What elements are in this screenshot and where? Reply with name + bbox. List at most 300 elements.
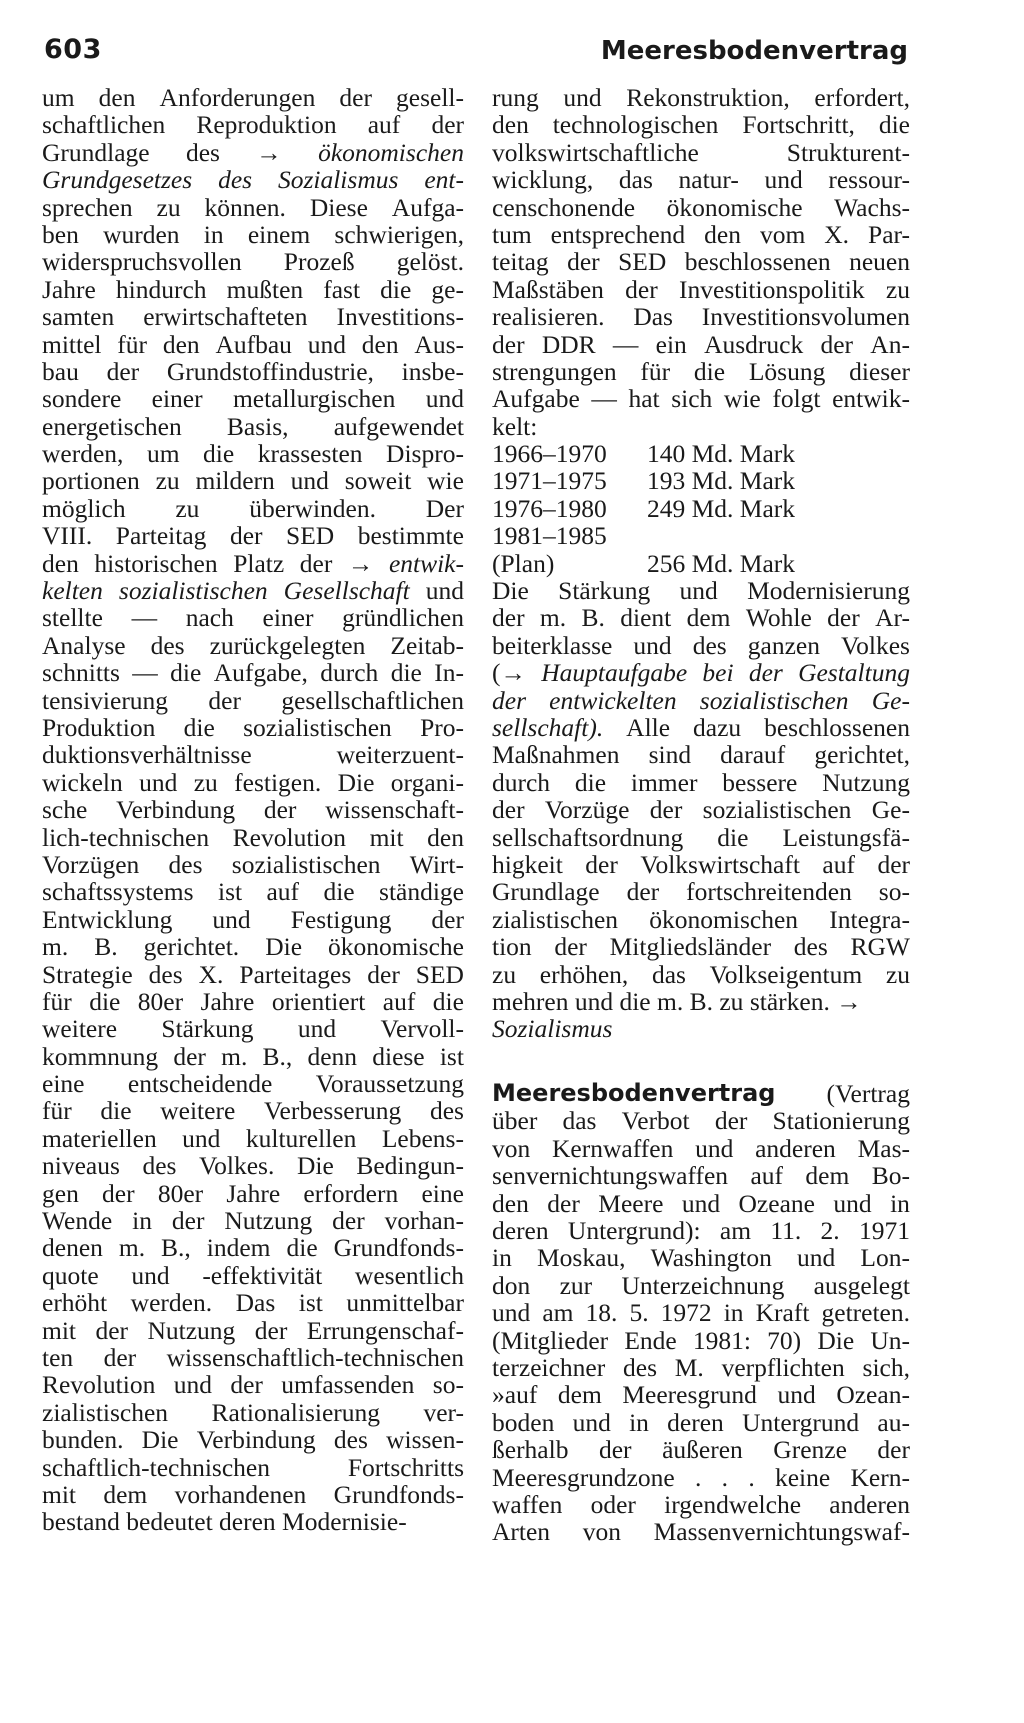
right-column-top-text [492,84,910,440]
text-line [492,1381,910,1408]
word: der [339,83,372,112]
text-line [42,577,464,604]
word: Revolution [42,1370,156,1400]
word: die [380,274,412,304]
text-line [492,1272,910,1299]
word: ist [217,877,243,907]
word: weitere [160,1096,236,1126]
word: Nutzung [822,767,910,797]
word: Aufga- [391,192,464,222]
word: Untergrund): [567,1216,701,1246]
word: B., [262,1041,293,1071]
word: Ge- [871,685,910,715]
word: tum [492,219,532,249]
word: und [764,165,803,195]
word: des [150,630,185,660]
word: anderen [755,1133,836,1163]
word: Verbot [621,1106,690,1136]
word: Sozialismus [277,165,399,195]
word: mußten [226,274,304,304]
word: vorhan- [384,1206,464,1236]
word: Leistungsfä- [782,822,910,852]
text-line [42,550,464,577]
investment-row [492,440,910,467]
text-line [492,1244,910,1271]
word: sche [42,795,88,825]
word: erfordern [303,1178,399,1208]
word: und [173,1370,212,1400]
word: möglich [42,493,126,523]
text-line [492,1015,910,1042]
word: Alle [626,712,671,742]
text-line [42,988,464,1015]
word: der [106,356,140,386]
word: umfassenden [281,1370,415,1400]
word: Kernwaffen [552,1133,674,1163]
word: auf [266,877,300,907]
word: zu [885,959,910,989]
word: X. [198,959,224,989]
word: → [836,986,862,1016]
word: Gestaltung [798,658,910,688]
word: Ozean- [836,1380,910,1410]
word: Arten [492,1517,551,1547]
word: das [562,1106,597,1136]
word: erhöht [42,1288,108,1318]
word: um [146,439,180,469]
word: Fortschritt, [742,110,855,140]
word: Grundlage [492,877,600,907]
word: Un- [870,1325,910,1355]
word: Grundstoffindustrie, [166,356,374,386]
word: der [492,685,526,715]
word: stellte [42,603,103,633]
word: Die [817,1325,855,1355]
word: Washington [650,1243,772,1273]
word: der [649,795,683,825]
word: 2. [820,1216,840,1246]
word: überwinden. [249,493,376,523]
word: folgt [772,384,821,414]
word: waffen [492,1489,563,1519]
word: entsprechend [550,219,686,249]
text-line [492,139,910,166]
word: die [183,712,215,742]
word: bestand [42,1507,120,1537]
word: Maßnahmen [492,740,620,770]
entry-gap [492,1043,910,1070]
text-line [492,1354,910,1381]
word: Massenvernichtungswaf- [653,1517,910,1547]
word: dem [686,603,731,633]
text-line [492,741,910,768]
text-line [492,632,910,659]
word: 1971 [858,1216,910,1246]
entry-keyword: Meeresbodenvertrag [492,1079,776,1108]
word: RGW [850,932,910,962]
word: schaftlich-technischen [42,1452,270,1482]
word: Der [425,493,464,523]
word: teitag [492,247,549,277]
word: Volkes. [199,1151,275,1181]
word: dem [557,1380,602,1410]
word: sozialistischen [118,576,268,606]
text-line [492,1107,910,1134]
word: ausgelegt [813,1270,910,1300]
text-line [42,303,464,330]
word: Aus- [414,329,464,359]
word: der [208,685,241,715]
text-line [42,440,464,467]
word: von [582,1517,621,1547]
word: m. [118,1233,146,1263]
word: Meere [598,1188,664,1218]
word: verpflichten [721,1352,845,1382]
text-line [42,467,464,494]
word: die [100,1096,132,1126]
text-line [42,659,464,686]
text-line [492,194,910,221]
word: — [132,658,158,688]
word: die [619,986,651,1016]
word: (→ [492,658,526,688]
text-line [492,303,910,330]
word: des [623,1352,657,1382]
text-line [492,331,910,358]
investment-period: 1981–1985 [492,521,607,551]
text-line [42,166,464,193]
word: Investitionsvolumen [701,302,910,332]
word: weiterzuent- [336,740,464,770]
word: so- [878,877,910,907]
word: → [256,137,282,167]
word: kelt: [492,411,538,441]
word: den [492,1188,529,1218]
word: bau [42,356,79,386]
word: deren [492,1216,549,1246]
word: kulturellen [245,1123,357,1153]
word: einem [247,219,311,249]
word: schaftssystems [42,877,194,907]
word: ist [439,1041,464,1071]
word: entscheidende [127,1069,273,1099]
word: m. [42,932,69,962]
word: gesellschaftlichen [281,685,464,715]
text-line [492,385,910,412]
word: den [427,822,464,852]
word: Wirt- [409,849,464,879]
text-line [42,796,464,823]
word: gelöst. [396,247,464,277]
text-line [42,1371,464,1398]
investment-period: 1971–1975 [492,466,607,496]
word: Die [492,576,529,606]
word: immer [630,767,698,797]
word: der [95,1315,129,1345]
word: 11. [770,1216,802,1246]
word: des [148,959,183,989]
text-line [42,1262,464,1289]
word: in [132,1206,152,1236]
word: Parteitag [115,521,207,551]
word: der [332,1206,365,1236]
word: deren [219,1507,276,1537]
word: wissenschaft- [325,795,464,825]
word: Die [296,1151,334,1181]
word: der [547,1188,580,1218]
word: das [651,959,686,989]
word: Investitions- [336,302,464,332]
word: für [42,986,72,1016]
word: censchonende [492,192,636,222]
word: der [254,1315,288,1345]
word: die [717,822,749,852]
word: Gesellschaft [283,576,410,606]
word: dieser [849,356,910,386]
text-line [42,1399,464,1426]
word: darauf [720,740,786,770]
word: entwik- [832,384,910,414]
word: und [307,329,346,359]
text-line [492,1464,910,1491]
text-line [42,1152,464,1179]
text-line [492,714,910,741]
word: Jahre [42,274,96,304]
word: fast [323,274,361,304]
word: deren [667,1407,724,1437]
word: Reproduktion [196,110,337,140]
word: die [390,658,422,688]
word: don [492,1270,531,1300]
text-line [492,824,910,851]
word: ökonomische [328,932,464,962]
word: Anforderungen [159,83,316,112]
word: natur- [678,165,739,195]
word: der [299,548,333,578]
text-line [492,604,910,631]
word: werden. [130,1288,213,1318]
word: mit [42,1315,77,1345]
text-line [42,248,464,275]
investment-row [492,495,910,522]
word: und [681,1188,721,1218]
word: sellschaftsordnung [492,822,684,852]
word: krassesten [257,439,363,469]
entry-meeresbodenvertrag [492,1080,910,1546]
word: Mas- [857,1133,910,1163]
entry-first-line [492,1080,910,1107]
word: der [827,603,860,633]
investment-period: (Plan) [492,548,555,578]
word: der [626,877,660,907]
text-line [492,166,910,193]
word: Jahre [200,986,255,1016]
word: sozialistischen [231,849,381,879]
word: 1981: [692,1325,751,1355]
text-line [42,687,464,714]
word: festigen. [234,767,322,797]
word: Ozeane [738,1188,815,1218]
word: Integra- [829,904,910,934]
word: um [42,83,75,112]
word: 1972 [660,1298,712,1328]
word: des [793,932,828,962]
text-line [42,906,464,933]
text-line [492,659,910,686]
text-line [492,1217,910,1244]
word: in [492,1243,512,1273]
word: mildern [195,466,275,496]
word: samten [42,302,115,332]
word: Voraussetzung [315,1069,464,1099]
word: Maßstäben [492,274,604,304]
word: Modernisie- [282,1507,407,1537]
word: auf [750,1161,784,1191]
word: B. [689,986,713,1016]
word: Bo- [871,1161,910,1191]
word: über [492,1106,538,1136]
word: gerichtet, [814,740,910,770]
word: wie [723,384,761,414]
word: sondere [42,384,122,414]
word: wissen- [386,1425,464,1455]
word: tion [492,932,532,962]
word: bedeutet [126,1507,213,1537]
word: Jahre [226,1178,281,1208]
word: und [290,466,329,496]
word: Stationierung [772,1106,910,1136]
word: schaftlichen [42,110,166,140]
word: Aufgabe [492,384,580,414]
word: und [182,1123,221,1153]
text-line [42,1097,464,1124]
word: Grundgesetzes [42,165,193,195]
word: hindurch [115,274,207,304]
word: sich [671,384,713,414]
word: mit [42,1479,77,1509]
word: SED [415,959,464,989]
text-line [42,714,464,741]
word: des [185,137,220,167]
word: zialistischen [42,1397,169,1427]
word: wicklung, [492,165,594,195]
word: und [492,1298,531,1328]
word: Basis, [226,411,289,441]
word: des [168,849,203,879]
word: Pro- [420,712,464,742]
word: ganzen [747,630,820,660]
text-line [42,221,464,248]
word: B. [581,603,605,633]
word: der [598,1435,632,1465]
word: beiterklasse [492,630,613,660]
word: SED [286,521,335,551]
word: Fortschritts [347,1452,464,1482]
word: Festigung [290,904,392,934]
word: Dispro- [386,439,464,469]
word: bunden. [42,1425,124,1455]
word: der [102,1178,135,1208]
word: Strategie [42,959,133,989]
word: SED [618,247,667,277]
text-line [42,522,464,549]
investment-period: 1966–1970 [492,439,607,469]
word: Ende [624,1325,677,1355]
word: m. [657,986,684,1016]
word: ökonomischen [318,137,464,167]
text-line [42,1234,464,1261]
word: — [591,384,617,414]
word: — [131,603,158,633]
investment-row [492,522,910,549]
word: erwirtschafteten [143,302,308,332]
word: ßerhalb [492,1435,569,1465]
word: äußeren [662,1435,743,1465]
word: Volkes [841,630,910,660]
text-line [42,769,464,796]
word: können. [204,192,286,222]
text-line [492,1436,910,1463]
word: Die [337,767,375,797]
text-line [42,1481,464,1508]
word: einer [262,603,314,633]
word: Mitgliedsländer [609,932,772,962]
text-line [492,221,910,248]
text-line [42,1125,464,1152]
word: ent- [424,165,464,195]
word: vom [759,219,806,249]
word: Lon- [860,1243,910,1273]
word: Grenze [773,1435,847,1465]
word: Unterzeichnung [621,1270,785,1300]
word: lich-technischen [42,822,210,852]
word: Prozeß [283,247,355,277]
word: 70) [767,1325,802,1355]
word: ver- [423,1397,464,1427]
word: in [723,1298,744,1328]
running-head: Meeresbodenvertrag [600,36,908,66]
word: Volkseigentum [709,959,863,989]
word: m. [539,603,567,633]
word: Vervoll- [380,1014,464,1044]
word: »auf [492,1380,538,1410]
word: zu [719,986,744,1016]
word: der [877,1435,910,1465]
text-line [492,111,910,138]
word: und [297,1014,337,1044]
text-line [492,687,910,714]
word: Kern- [850,1462,910,1492]
word: materiellen [42,1123,157,1153]
word: ist [298,1288,323,1318]
word: zu [156,192,181,222]
word: der [492,329,525,359]
word: Kraft [755,1298,810,1328]
text-line [42,84,464,111]
word: auf [382,986,416,1016]
word: Rekonstruktion, [626,83,790,112]
word: die [323,877,355,907]
word: getreten. [821,1298,910,1328]
text-line [492,878,910,905]
text-line [42,331,464,358]
investment-period: 1976–1980 [492,493,607,523]
text-line [42,1070,464,1097]
word: 80er [137,986,184,1016]
text-line [42,1317,464,1344]
word: insbe- [401,356,464,386]
word: gen [42,1178,79,1208]
